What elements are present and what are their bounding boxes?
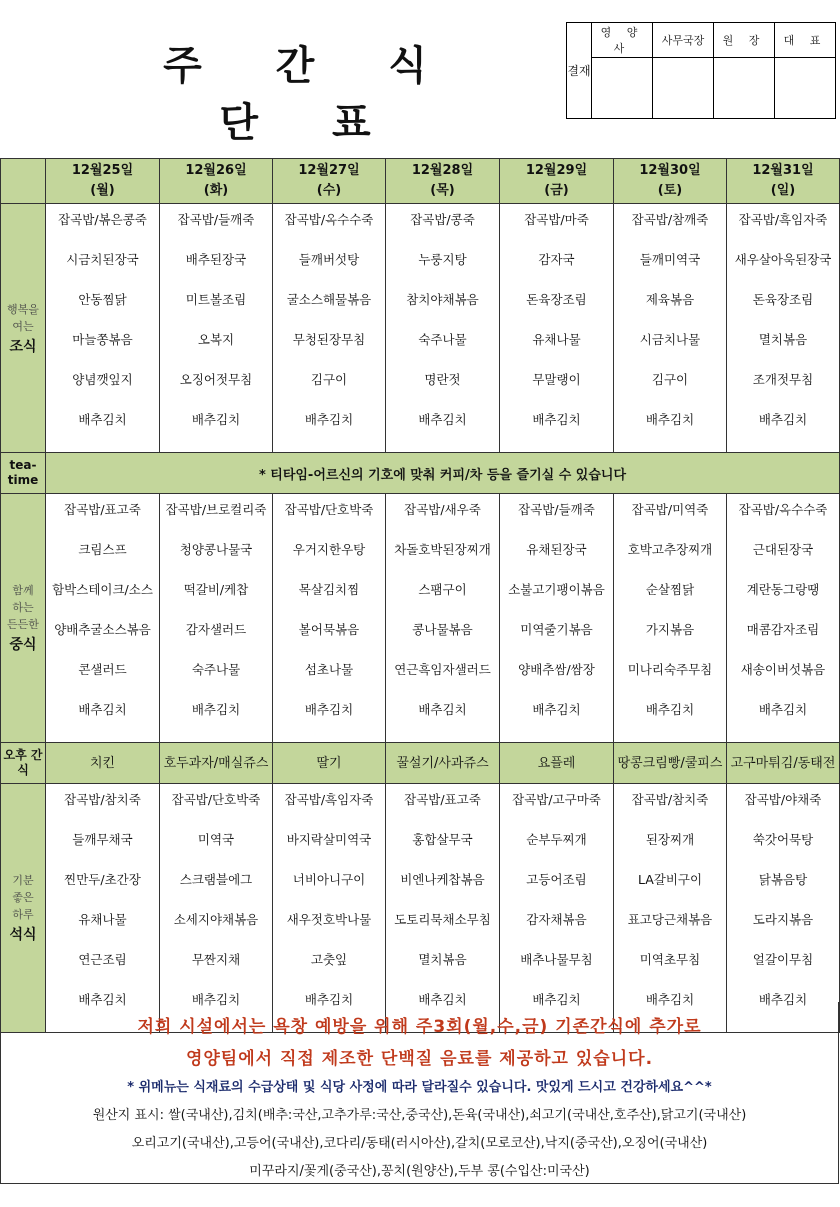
breakfast-label-line: 행복을 xyxy=(7,302,39,316)
menu-item: 잡곡밥/마죽 xyxy=(524,212,589,227)
menu-item: LA갈비구이 xyxy=(637,872,703,887)
menu-item: 들깨미역국 xyxy=(639,252,701,267)
menu-item: 숙주나물 xyxy=(191,662,241,677)
protein-drink-notice: 영양팀에서 직접 제조한 단백질 음료를 제공하고 있습니다. xyxy=(185,1049,654,1069)
dinner-label xyxy=(1,784,46,1033)
menu-item: 들깨버섯탕 xyxy=(298,252,360,267)
menu-item: 잡곡밥/고구마죽 xyxy=(512,792,601,807)
menu-item: 굴소스해물볶음 xyxy=(286,292,372,307)
menu-item: 잡곡밥/들깨죽 xyxy=(518,502,595,517)
menu-item: 배추김치 xyxy=(758,992,808,1007)
menu-item: 오징어젓무침 xyxy=(179,372,253,387)
menu-item: 배추김치 xyxy=(758,412,808,427)
dinner-label-line: 좋은 xyxy=(12,891,34,904)
dinner-label-line: 하루 xyxy=(12,908,34,921)
dinner-meal-name: 석식 xyxy=(9,927,37,943)
menu-item: 함박스테이크/소스 xyxy=(52,582,153,597)
day-date: 12월29일 xyxy=(525,163,588,178)
menu-item: 배추김치 xyxy=(418,992,467,1007)
weekly-menu-table xyxy=(0,158,840,1033)
menu-item: 배추김치 xyxy=(532,412,581,427)
day-header xyxy=(727,159,840,204)
day-header xyxy=(614,159,727,204)
menu-item: 배추김치 xyxy=(645,412,695,427)
menu-item: 청양콩나물국 xyxy=(179,542,253,557)
menu-item: 잡곡밥/미역죽 xyxy=(631,502,709,517)
menu-cell xyxy=(614,784,727,1033)
menu-item: 잡곡밥/들깨죽 xyxy=(177,212,255,227)
menu-cell xyxy=(46,784,160,1033)
menu-item: 유채나물 xyxy=(78,912,127,927)
menu-item: 연근조림 xyxy=(78,952,127,967)
approval-header: 사무국장 xyxy=(653,23,714,58)
menu-item: 잡곡밥/브로컬리죽 xyxy=(165,502,267,517)
teatime-row xyxy=(1,453,840,494)
menu-item: 매콤감자조림 xyxy=(746,622,820,637)
menu-item: 배추된장국 xyxy=(185,252,247,267)
menu-item: 돈육장조림 xyxy=(526,292,587,307)
origin-label: 미꾸라지/꽃게(중국산),꽁치(원양산),두부 콩(수입산:미국산) xyxy=(249,1164,590,1179)
menu-item: 크림스프 xyxy=(78,542,127,557)
menu-item: 잡곡밥/참치죽 xyxy=(631,792,709,807)
menu-item: 돈육장조림 xyxy=(752,292,814,307)
menu-item: 닭볶음탕 xyxy=(758,872,808,887)
menu-item: 마늘쫑볶음 xyxy=(72,332,133,347)
menu-item: 된장찌개 xyxy=(645,832,695,847)
breakfast-label-line: 여는 xyxy=(12,319,34,333)
snack-row xyxy=(1,743,840,784)
menu-item: 멸치볶음 xyxy=(418,952,467,967)
snack-label: 오후 간식 xyxy=(1,743,46,784)
menu-cell xyxy=(614,204,727,453)
menu-item: 배추김치 xyxy=(645,702,695,717)
menu-item: 배추김치 xyxy=(418,702,467,717)
menu-item: 배추김치 xyxy=(191,412,241,427)
approval-box xyxy=(566,22,836,119)
teatime-note: * 티타임-어르신의 기호에 맞춰 커피/차 등을 즐기실 수 있습니다 xyxy=(46,453,840,494)
menu-item: 바지락살미역국 xyxy=(286,832,372,847)
menu-cell xyxy=(614,494,727,743)
menu-item: 고등어조림 xyxy=(526,872,587,887)
menu-item: 배추김치 xyxy=(78,412,127,427)
lunch-label-line: 든든한 xyxy=(7,618,39,631)
menu-cell xyxy=(273,494,386,743)
menu-item: 잡곡밥/야채죽 xyxy=(744,792,822,807)
snack-item: 고구마튀김/동태전 xyxy=(727,743,840,784)
menu-item: 감자국 xyxy=(538,252,575,267)
menu-item: 미역초무침 xyxy=(639,952,701,967)
day-weekday: (금) xyxy=(544,183,569,198)
menu-item: 감자채볶음 xyxy=(526,912,587,927)
menu-item: 순살찜닭 xyxy=(645,582,695,597)
menu-item: 배추김치 xyxy=(418,412,467,427)
menu-cell xyxy=(273,784,386,1033)
day-date: 12월30일 xyxy=(639,163,701,178)
day-weekday: (수) xyxy=(316,183,342,198)
breakfast-row xyxy=(1,204,840,453)
menu-cell xyxy=(727,494,840,743)
menu-item: 시금치나물 xyxy=(639,332,701,347)
menu-item: 감자샐러드 xyxy=(185,622,247,637)
snack-item: 꿀설기/사과쥬스 xyxy=(386,743,500,784)
approval-header: 대 표 xyxy=(775,23,836,58)
menu-cell xyxy=(160,204,273,453)
dinner-label-line: 기분 xyxy=(12,874,34,887)
menu-item: 콘샐러드 xyxy=(78,662,127,677)
menu-item: 연근흑임자샐러드 xyxy=(394,662,491,677)
lunch-label xyxy=(1,494,46,743)
menu-item: 배추나물무침 xyxy=(520,952,593,967)
teatime-label: tea-time xyxy=(1,453,46,494)
lunch-meal-name: 중식 xyxy=(9,637,37,653)
menu-item: 잡곡밥/볶은콩죽 xyxy=(58,212,147,227)
approval-sign-box xyxy=(714,58,775,119)
menu-item: 잡곡밥/흑임자죽 xyxy=(284,792,374,807)
menu-item: 잡곡밥/새우죽 xyxy=(404,502,481,517)
menu-cell xyxy=(500,784,614,1033)
snack-item: 치킨 xyxy=(46,743,160,784)
menu-item: 제육볶음 xyxy=(645,292,695,307)
day-date: 12월26일 xyxy=(185,163,247,178)
menu-item: 잡곡밥/단호박죽 xyxy=(171,792,261,807)
menu-cell xyxy=(727,784,840,1033)
menu-item: 배추김치 xyxy=(78,992,127,1007)
menu-cell xyxy=(386,784,500,1033)
menu-item: 호박고추장찌개 xyxy=(627,542,713,557)
lunch-label-line: 함께 xyxy=(12,584,34,597)
menu-cell xyxy=(386,204,500,453)
day-date: 12월25일 xyxy=(71,163,134,178)
menu-item: 들깨무채국 xyxy=(72,832,133,847)
lunch-row xyxy=(1,494,840,743)
menu-item: 표고당근채볶음 xyxy=(627,912,713,927)
menu-item: 배추김치 xyxy=(191,702,241,717)
menu-item: 콩나물볶음 xyxy=(412,622,473,637)
menu-item: 소불고기팽이볶음 xyxy=(508,582,605,597)
menu-item: 잡곡밥/옥수수죽 xyxy=(284,212,374,227)
menu-cell xyxy=(160,784,273,1033)
menu-item: 새우젓호박나물 xyxy=(286,912,372,927)
menu-item: 찐만두/초간장 xyxy=(64,872,141,887)
menu-item: 비엔나케찹볶음 xyxy=(400,872,485,887)
menu-item: 홍합살무국 xyxy=(412,832,473,847)
menu-item: 명란젓 xyxy=(424,372,461,387)
menu-item: 새우살아욱된장국 xyxy=(734,252,832,267)
day-weekday: (월) xyxy=(90,183,115,198)
menu-item: 안동찜닭 xyxy=(78,292,127,307)
approval-sign-box xyxy=(653,58,714,119)
menu-item: 잡곡밥/옥수수죽 xyxy=(738,502,828,517)
dinner-row xyxy=(1,784,840,1033)
menu-cell xyxy=(46,204,160,453)
menu-item: 양배추쌈/쌈장 xyxy=(518,662,595,677)
approval-header: 원 장 xyxy=(714,23,775,58)
menu-item: 미나리숙주무침 xyxy=(627,662,713,677)
breakfast-meal-name: 조식 xyxy=(9,338,37,355)
menu-item: 유채된장국 xyxy=(526,542,587,557)
day-weekday: (화) xyxy=(203,183,229,198)
menu-item: 얼갈이무침 xyxy=(752,952,814,967)
menu-cell xyxy=(500,494,614,743)
day-weekday: (토) xyxy=(657,183,683,198)
origin-label: 오리고기(국내산),고등어(국내산),코다리/동태(러시아산),갈치(모로코산),낙지(중국산),오징어(국내산) xyxy=(131,1136,708,1151)
menu-item: 배추김치 xyxy=(758,702,808,717)
protein-drink-notice: 저희 시설에서는 욕창 예방을 위해 주3회(월,수,금) 기존간식에 추가로 xyxy=(137,1017,702,1037)
menu-item: 계란동그랑땡 xyxy=(746,582,820,597)
approval-side-label xyxy=(567,23,592,119)
breakfast-label xyxy=(1,204,46,453)
corner-cell xyxy=(1,159,46,204)
menu-change-notice: * 위메뉴는 식재료의 수급상태 및 식당 사정에 따라 달라질수 있습니다. 맛있게 드시고 건강하세요^^* xyxy=(127,1080,712,1095)
menu-item: 볼어묵볶음 xyxy=(298,622,360,637)
menu-item: 시금치된장국 xyxy=(66,252,139,267)
menu-item: 숙주나물 xyxy=(418,332,467,347)
menu-item: 누룽지탕 xyxy=(418,252,467,267)
day-date: 12월28일 xyxy=(411,163,474,178)
menu-item: 미역줄기볶음 xyxy=(520,622,593,637)
menu-item: 너비아니구이 xyxy=(292,872,366,887)
menu-item: 김구이 xyxy=(310,372,348,387)
menu-item: 배추김치 xyxy=(78,702,127,717)
menu-item: 소세지야채볶음 xyxy=(173,912,259,927)
menu-item: 배추김치 xyxy=(304,992,354,1007)
menu-item: 미역국 xyxy=(197,832,235,847)
snack-item: 호두과자/매실쥬스 xyxy=(160,743,273,784)
menu-item: 잡곡밥/표고죽 xyxy=(404,792,481,807)
menu-item: 참치야채볶음 xyxy=(406,292,479,307)
menu-item: 조개젓무침 xyxy=(752,372,814,387)
day-header xyxy=(273,159,386,204)
day-header xyxy=(160,159,273,204)
menu-item: 유채나물 xyxy=(532,332,581,347)
menu-item: 멸치볶음 xyxy=(758,332,808,347)
menu-item: 순부두찌개 xyxy=(526,832,587,847)
snack-item: 땅콩크림빵/쿨피스 xyxy=(614,743,727,784)
menu-item: 잡곡밥/단호박죽 xyxy=(284,502,374,517)
menu-item: 근대된장국 xyxy=(752,542,814,557)
menu-item: 잡곡밥/콩죽 xyxy=(410,212,475,227)
menu-item: 스팸구이 xyxy=(418,582,467,597)
lunch-label-line: 하는 xyxy=(12,601,34,614)
approval-sign-box xyxy=(775,58,836,119)
menu-item: 오복지 xyxy=(197,332,235,347)
menu-item: 배추김치 xyxy=(532,992,581,1007)
menu-item: 무청된장무침 xyxy=(292,332,366,347)
menu-cell xyxy=(46,494,160,743)
menu-item: 도라지볶음 xyxy=(752,912,814,927)
menu-item: 우거지한우탕 xyxy=(292,542,366,557)
menu-cell xyxy=(500,204,614,453)
menu-item: 김구이 xyxy=(651,372,689,387)
menu-item: 잡곡밥/흑임자죽 xyxy=(738,212,828,227)
menu-item: 떡갈비/케찹 xyxy=(183,582,249,597)
menu-cell xyxy=(386,494,500,743)
origin-label: 원산지 표시: 쌀(국내산),김치(배추:국산,고추가루:국산,중국산),돈육(국내산),쇠고기(국내산,호주산),닭고기(국내산) xyxy=(92,1108,747,1123)
day-weekday: (목) xyxy=(430,183,455,198)
menu-item: 배추김치 xyxy=(191,992,241,1007)
menu-item: 가지볶음 xyxy=(645,622,695,637)
page-title: 주 간 식 단 표 xyxy=(163,43,457,146)
menu-item: 쑥갓어묵탕 xyxy=(752,832,814,847)
approval-sign-box xyxy=(592,58,653,119)
menu-item: 배추김치 xyxy=(532,702,581,717)
menu-cell xyxy=(273,204,386,453)
notice-section xyxy=(0,1002,839,1184)
day-header xyxy=(500,159,614,204)
menu-item: 잡곡밥/표고죽 xyxy=(64,502,141,517)
menu-cell xyxy=(727,204,840,453)
menu-item: 무말랭이 xyxy=(532,372,581,387)
snack-item: 요플레 xyxy=(500,743,614,784)
menu-item: 미트볼조림 xyxy=(185,292,247,307)
date-row xyxy=(1,159,840,204)
day-header xyxy=(386,159,500,204)
menu-item: 무짠지채 xyxy=(191,952,241,967)
menu-cell xyxy=(160,494,273,743)
day-header xyxy=(46,159,160,204)
approval-header: 영 양 사 xyxy=(592,23,653,58)
menu-item: 잡곡밥/참치죽 xyxy=(64,792,141,807)
approval-side-text: 결재 xyxy=(567,63,591,78)
menu-item: 새송이버섯볶음 xyxy=(740,662,826,677)
menu-item: 양배추굴소스볶음 xyxy=(54,622,151,637)
menu-item: 목살김치찜 xyxy=(298,582,360,597)
menu-item: 섬초나물 xyxy=(304,662,354,677)
menu-item: 고춧잎 xyxy=(310,952,348,967)
snack-item: 딸기 xyxy=(273,743,386,784)
menu-item: 잡곡밥/참깨죽 xyxy=(631,212,709,227)
menu-item: 배추김치 xyxy=(645,992,695,1007)
menu-item: 차돌호박된장찌개 xyxy=(394,542,491,557)
day-weekday: (일) xyxy=(770,183,796,198)
menu-item: 도토리묵채소무침 xyxy=(394,912,491,927)
menu-item: 스크램블에그 xyxy=(179,872,253,887)
menu-item: 양념깻잎지 xyxy=(72,372,133,387)
day-date: 12월31일 xyxy=(752,163,814,178)
menu-item: 배추김치 xyxy=(304,702,354,717)
menu-item: 배추김치 xyxy=(304,412,354,427)
day-date: 12월27일 xyxy=(298,163,360,178)
